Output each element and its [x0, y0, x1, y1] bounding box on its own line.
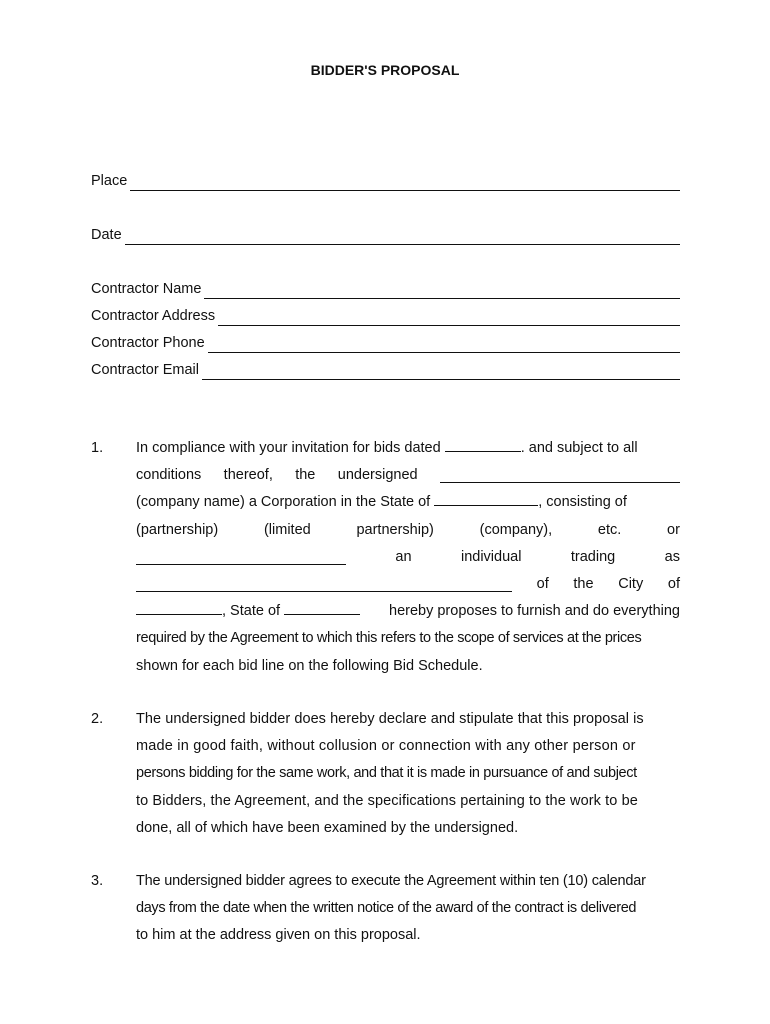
city-blank[interactable] [136, 602, 222, 615]
text-line: required by the Agreement to which this refers to the scope of services at the prices [136, 630, 642, 647]
text-segment: trading [570, 548, 616, 565]
text-segment: , consisting of [538, 494, 627, 511]
paragraph-number: 3. [91, 873, 104, 889]
text-segment: the [295, 467, 316, 484]
text-line: The undersigned bidder does hereby declare and stipulate that this proposal is [136, 711, 644, 727]
contractor-phone-line[interactable] [208, 342, 680, 353]
text-line [136, 598, 680, 625]
text-line [136, 544, 680, 571]
paragraph-number: 2. [91, 711, 104, 727]
bid-date-blank[interactable] [445, 439, 521, 452]
text-segment: or [667, 521, 680, 538]
place-label: Place [91, 173, 128, 189]
date-line[interactable] [125, 234, 680, 245]
text-line [136, 571, 680, 598]
state-blank[interactable] [434, 493, 538, 506]
contractor-name-line[interactable] [204, 288, 680, 299]
text-segment: of [536, 575, 549, 592]
text-segment: an [395, 548, 412, 565]
contractor-email-line[interactable] [202, 369, 680, 380]
contractor-name-label: Contractor Name [91, 281, 202, 297]
text-segment: (limited [263, 521, 311, 538]
page-title: BIDDER'S PROPOSAL [310, 62, 460, 78]
text-segment: In compliance with your invitation for bids dated [136, 440, 441, 456]
text-line [136, 435, 680, 462]
text-segment: (partnership) [136, 521, 219, 538]
text-segment: of [667, 575, 680, 592]
date-field [91, 224, 680, 244]
text-line: days from the date when the written notice of the award of the contract is delivered [136, 900, 637, 917]
text-line: done, all of which have been examined by the undersigned. [136, 819, 519, 836]
contractor-phone-field [91, 332, 680, 352]
text-segment: as [664, 548, 680, 565]
text-line: to him at the address given on this proposal. [136, 927, 421, 944]
contractor-address-label: Contractor Address [91, 308, 216, 324]
name-blank[interactable] [136, 552, 346, 565]
text-segment: thereof, [223, 467, 273, 484]
paragraph-1 [91, 435, 680, 680]
text-line: shown for each bid line on the following Bid Schedule. [136, 657, 483, 674]
contractor-email-field [91, 359, 680, 379]
state-of-blank[interactable] [284, 602, 360, 615]
text-segment: undersigned [337, 467, 418, 484]
text-line: The undersigned bidder agrees to execute the Agreement within ten (10) calendar [136, 873, 646, 889]
text-segment: individual [460, 548, 522, 565]
text-segment: partnership) [356, 521, 434, 538]
text-segment: etc. [597, 521, 622, 538]
contractor-address-field [91, 305, 680, 325]
text-line: persons bidding for the same work, and that it is made in pursuance of and subject [136, 765, 637, 782]
text-segment: (company name) a Corporation in the State of [136, 494, 431, 511]
contractor-email-label: Contractor Email [91, 362, 199, 378]
text-line [136, 517, 680, 544]
text-segment: hereby proposes to furnish and do everything [389, 603, 680, 620]
text-segment: the [573, 575, 594, 592]
paragraph-2 [91, 706, 680, 842]
date-label: Date [91, 227, 122, 243]
trading-as-blank[interactable] [136, 579, 512, 592]
text-line [136, 462, 680, 489]
text-line [136, 489, 680, 516]
text-line: to Bidders, the Agreement, and the specifications pertaining to the work to be [136, 792, 638, 809]
paragraph-number: 1. [91, 440, 104, 456]
text-segment: City [618, 575, 644, 592]
contractor-name-field [91, 278, 680, 298]
text-segment: . and subject to all [520, 440, 638, 456]
place-field [91, 170, 680, 190]
contractor-phone-label: Contractor Phone [91, 335, 205, 351]
undersigned-blank[interactable] [440, 470, 680, 483]
paragraph-3 [91, 868, 680, 950]
text-segment: , State of [222, 603, 281, 620]
contractor-address-line[interactable] [218, 315, 680, 326]
text-line: made in good faith, without collusion or connection with any other person or [136, 738, 636, 755]
text-segment: conditions [136, 467, 202, 484]
place-line[interactable] [130, 180, 680, 191]
text-segment: (company), [479, 521, 553, 538]
